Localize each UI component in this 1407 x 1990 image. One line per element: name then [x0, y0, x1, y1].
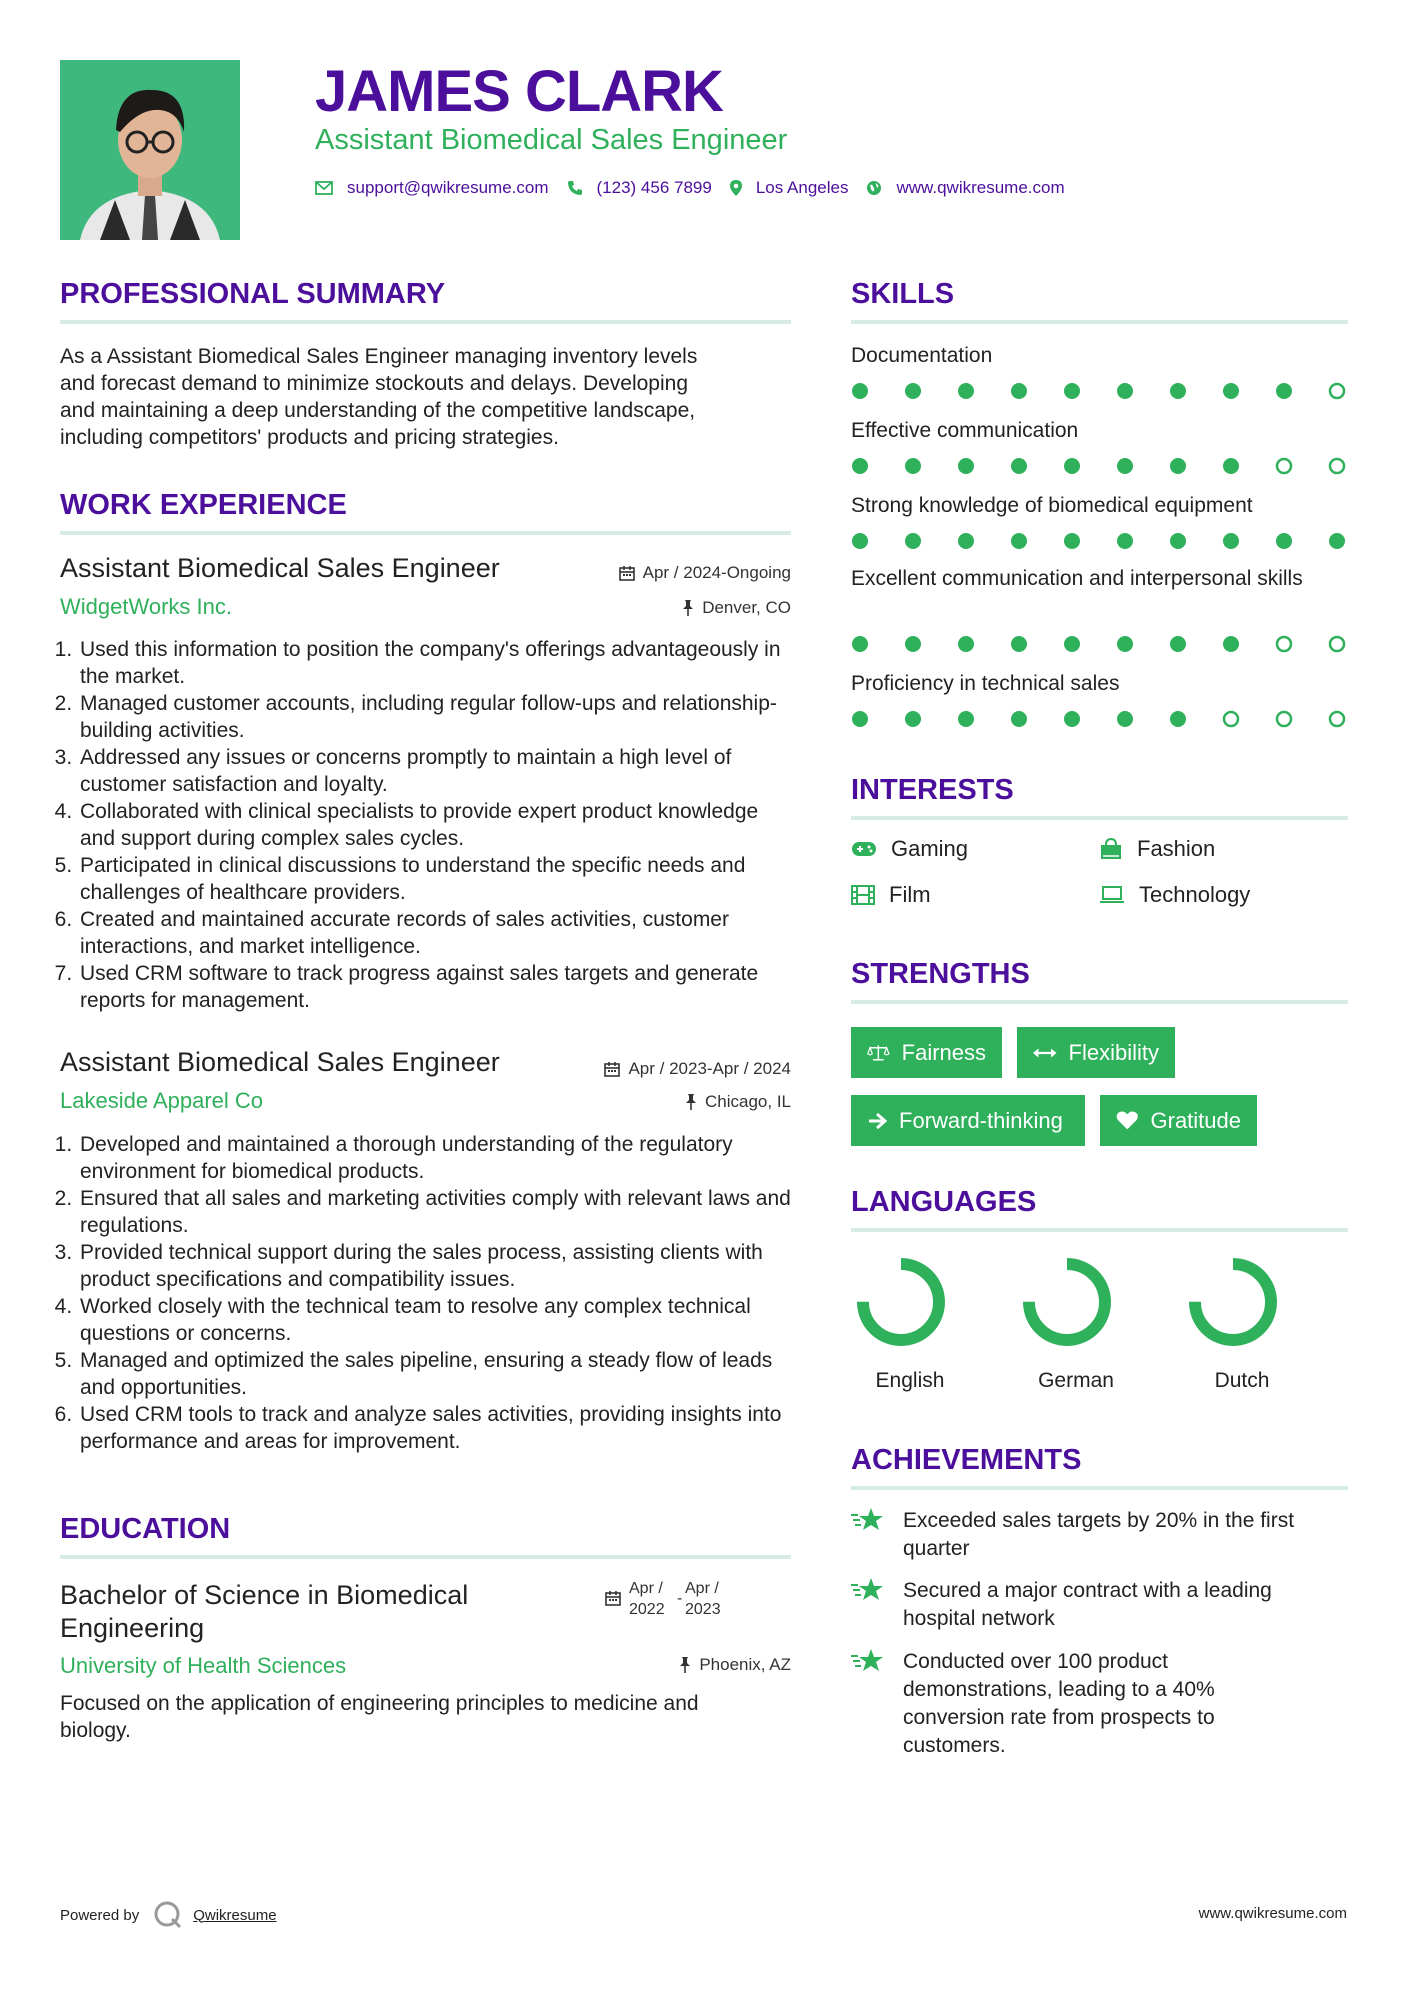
education-heading: EDUCATION [60, 1513, 231, 1545]
list-item: 2. Managed customer accounts, including regular follow-ups and relationship-building activities. [78, 690, 795, 744]
pushpin-icon [679, 1657, 691, 1673]
skill-name: Proficiency in technical sales [851, 672, 1120, 695]
interest-label: Technology [1139, 882, 1251, 907]
map-pin-icon [730, 180, 742, 196]
calendar-icon [605, 1590, 621, 1606]
skill-dot-filled [1223, 636, 1239, 652]
skill-dot-filled [1276, 533, 1292, 549]
summary-heading: PROFESSIONAL SUMMARY [60, 278, 446, 310]
skill-dot-filled [1064, 383, 1080, 399]
skill-rating [851, 381, 1348, 401]
achievement-line: hospital network [903, 1607, 1055, 1630]
start-month: Apr / [629, 1580, 663, 1597]
achievement-item [851, 1507, 1351, 1563]
skill-dot-filled [1117, 458, 1133, 474]
job-company: WidgetWorks Inc. [60, 594, 232, 619]
start-year: 2022 [629, 1601, 665, 1618]
skill-dot-filled [1223, 383, 1239, 399]
calendar-icon [619, 565, 635, 581]
interest-item [851, 836, 968, 862]
skill-rating [851, 456, 1348, 476]
job-dates [604, 1059, 791, 1079]
interest-label: Gaming [891, 836, 969, 861]
achievement-line: demonstrations, leading to a 40% [903, 1678, 1215, 1701]
list-item: 7. Used CRM software to track progress against sales targets and generate reports for management. [78, 960, 795, 1014]
interest-item [1099, 836, 1215, 862]
list-item: 4. Worked closely with the technical team to resolve any complex technical questions or concerns. [78, 1293, 795, 1347]
education-line: biology. [60, 1719, 131, 1742]
languages-heading: LANGUAGES [851, 1186, 1037, 1218]
date-separator: - [677, 1590, 683, 1607]
education-line: Focused on the application of engineering principles to medicine and [60, 1692, 699, 1715]
list-item: 5. Participated in clinical discussions to understand the specific needs and challenges of healthcare providers. [78, 852, 795, 906]
skill-dot-filled [1223, 458, 1239, 474]
list-item: 4. Collaborated with clinical specialists to provide expert product knowledge and support during complex sales cycles. [78, 798, 795, 852]
contact-email[interactable] [315, 178, 549, 198]
education-start [629, 1578, 677, 1620]
skills-divider [851, 320, 1348, 324]
summary-line: including competitors' products and pricing strategies. [60, 426, 559, 449]
skill-dot-empty [1330, 459, 1344, 473]
skill-dot-empty [1277, 712, 1291, 726]
skill-dot-filled [1117, 711, 1133, 727]
skill-dot-filled [1329, 533, 1345, 549]
achievement-item [851, 1648, 1351, 1760]
star-trophy-icon [851, 1648, 885, 1674]
interest-label: Film [889, 882, 931, 907]
skill-dot-filled [1064, 458, 1080, 474]
achievements-divider [851, 1486, 1348, 1490]
skill-dot-filled [958, 383, 974, 399]
arrow-right-icon [867, 1112, 887, 1130]
skill-dot-filled [1064, 711, 1080, 727]
strength-label: Forward-thinking [899, 1107, 1063, 1133]
list-item: 1. Developed and maintained a thorough understanding of the regulatory environment for biomedical products. [78, 1131, 795, 1185]
globe-icon [866, 180, 882, 196]
achievement-line: conversion rate from prospects to [903, 1706, 1215, 1729]
strength-chip [1100, 1095, 1257, 1146]
powered-by-text: Powered by [60, 1906, 140, 1924]
strength-label: Flexibility [1068, 1039, 1159, 1065]
skill-dot-empty [1277, 637, 1291, 651]
brand-link[interactable]: Qwikresume [193, 1906, 277, 1924]
shopping-bag-icon [1099, 838, 1123, 860]
skill-dot-empty [1224, 712, 1238, 726]
skill-dot-empty [1277, 459, 1291, 473]
experience-divider [60, 531, 791, 535]
education-location-text: Phoenix, AZ [699, 1655, 791, 1674]
job-location-text: Chicago, IL [705, 1092, 791, 1111]
heart-icon [1116, 1110, 1139, 1131]
list-item: 3. Provided technical support during the sales process, assisting clients with product specifications and compatibility issues. [78, 1239, 795, 1293]
interests-heading: INTERESTS [851, 774, 1014, 806]
education-divider [60, 1555, 791, 1559]
language-label: English [875, 1369, 945, 1392]
summary-line: and forecast demand to minimize stockouts and delays. Developing [60, 372, 689, 395]
skill-dot-filled [1170, 458, 1186, 474]
laptop-icon [1099, 886, 1125, 904]
end-month: Apr / [685, 1580, 719, 1597]
skill-dot-filled [852, 636, 868, 652]
pushpin-icon [682, 600, 694, 616]
skill-dot-filled [852, 533, 868, 549]
interest-label: Fashion [1137, 836, 1216, 861]
list-item: 2. Ensured that all sales and marketing activities comply with relevant laws and regulations. [78, 1185, 795, 1239]
website-text: www.qwikresume.com [896, 178, 1065, 197]
skill-dot-filled [905, 533, 921, 549]
achievement-line: Conducted over 100 product [903, 1650, 1169, 1673]
skill-dot-filled [1223, 533, 1239, 549]
achievement-item [851, 1577, 1351, 1633]
language-rings [851, 1252, 1351, 1352]
skill-dot-filled [852, 458, 868, 474]
footer-powered-by [60, 1900, 277, 1930]
list-item: 5. Managed and optimized the sales pipeline, ensuring a steady flow of leads and opportunities. [78, 1347, 795, 1401]
skill-dot-filled [1170, 636, 1186, 652]
list-item: 1. Used this information to position the company's offerings advantageously in the market. [78, 636, 795, 690]
skill-dot-filled [1170, 711, 1186, 727]
contact-phone[interactable] [567, 178, 712, 198]
star-trophy-icon [851, 1507, 885, 1533]
skill-dot-filled [1117, 636, 1133, 652]
summary-line: and maintaining a deep understanding of the competitive landscape, [60, 399, 696, 422]
skill-dot-empty [1330, 384, 1344, 398]
interest-item [851, 882, 931, 908]
envelope-icon [315, 181, 333, 195]
email-text: support@qwikresume.com [347, 178, 549, 197]
skills-heading: SKILLS [851, 278, 955, 310]
job-dates-text: Apr / 2024-Ongoing [642, 563, 791, 582]
strengths-heading: STRENGTHS [851, 958, 1030, 990]
skill-dot-filled [1170, 383, 1186, 399]
skill-dot-filled [852, 383, 868, 399]
achievement-line: Exceeded sales targets by 20% in the first [903, 1509, 1295, 1532]
job-title: Assistant Biomedical Sales Engineer [60, 1047, 500, 1077]
strength-chip [851, 1095, 1085, 1146]
languages-divider [851, 1228, 1348, 1232]
skill-dot-filled [1011, 533, 1027, 549]
list-item: 6. Created and maintained accurate records of sales activities, customer interactions, and market intelligence. [78, 906, 795, 960]
interests-divider [851, 816, 1348, 820]
skill-dot-filled [958, 636, 974, 652]
skill-dot-filled [1117, 533, 1133, 549]
skill-rating [851, 531, 1348, 551]
language-label: Dutch [1214, 1369, 1270, 1392]
skill-name: Effective communication [851, 419, 1079, 442]
skill-dot-filled [958, 711, 974, 727]
job-dates-text: Apr / 2023-Apr / 2024 [628, 1059, 791, 1078]
job-location [685, 1092, 791, 1112]
skill-dot-filled [1117, 383, 1133, 399]
education-description [60, 1690, 800, 1744]
skill-dot-filled [1170, 533, 1186, 549]
degree-line: Bachelor of Science in Biomedical [60, 1580, 469, 1610]
profile-photo [60, 60, 240, 240]
list-item: 6. Used CRM tools to track and analyze sales activities, providing insights into performance and areas for improvement. [78, 1401, 795, 1455]
degree-title [60, 1579, 468, 1645]
strength-chip [851, 1027, 1002, 1078]
job-location [682, 598, 791, 618]
star-trophy-icon [851, 1577, 885, 1603]
summary-line: As a Assistant Biomedical Sales Engineer managing inventory levels [60, 345, 698, 368]
skill-rating [851, 634, 1348, 654]
skill-dot-filled [958, 458, 974, 474]
pushpin-icon [685, 1094, 697, 1110]
job-company: Lakeside Apparel Co [60, 1088, 264, 1113]
skill-dot-empty [1330, 637, 1344, 651]
skill-name: Strong knowledge of biomedical equipment [851, 494, 1253, 517]
list-item: 3. Addressed any issues or concerns promptly to maintain a high level of customer satisfaction and loyalty. [78, 744, 795, 798]
skill-name: Documentation [851, 344, 993, 367]
skill-rating [851, 709, 1348, 729]
skill-dot-filled [1011, 383, 1027, 399]
achievement-line: quarter [903, 1537, 970, 1560]
job-duties-list [60, 636, 795, 1014]
footer-url[interactable]: www.qwikresume.com [1198, 1905, 1347, 1922]
calendar-icon [604, 1061, 620, 1077]
education-location [679, 1655, 791, 1675]
strengths-divider [851, 1000, 1348, 1004]
skill-dot-filled [1064, 533, 1080, 549]
skill-dot-filled [1276, 383, 1292, 399]
skill-dot-filled [1011, 636, 1027, 652]
skill-dot-filled [1011, 458, 1027, 474]
strength-label: Gratitude [1150, 1107, 1241, 1133]
skill-dot-filled [905, 711, 921, 727]
qwikresume-logo-icon [153, 1900, 183, 1930]
end-year: 2023 [685, 1601, 721, 1618]
scale-icon [867, 1041, 890, 1065]
skill-dot-filled [905, 458, 921, 474]
language-label: German [1038, 1369, 1114, 1392]
location-text: Los Angeles [755, 178, 849, 197]
skill-dot-filled [958, 533, 974, 549]
contact-location [730, 178, 849, 198]
skill-dot-filled [1011, 711, 1027, 727]
skill-dot-filled [905, 383, 921, 399]
interest-item [1099, 882, 1250, 908]
job-title: Assistant Biomedical Sales Engineer [60, 553, 500, 583]
achievements-heading: ACHIEVEMENTS [851, 1444, 1082, 1476]
candidate-title: Assistant Biomedical Sales Engineer [315, 124, 788, 156]
achievement-line: Secured a major contract with a leading [903, 1579, 1272, 1602]
experience-heading: WORK EXPERIENCE [60, 489, 347, 521]
skill-name: Excellent communication and interpersonal skills [851, 567, 1303, 590]
summary-text [60, 343, 800, 451]
arrows-horizontal-icon [1033, 1046, 1057, 1060]
gamepad-icon [851, 840, 877, 858]
phone-text: (123) 456 7899 [596, 178, 712, 197]
job-duties-list [60, 1131, 795, 1455]
education-dates [605, 1578, 735, 1620]
school-name: University of Health Sciences [60, 1653, 347, 1678]
achievement-line: customers. [903, 1734, 1006, 1757]
job-dates [619, 563, 791, 583]
job-location-text: Denver, CO [702, 598, 791, 617]
degree-line: Engineering [60, 1613, 205, 1643]
strength-label: Fairness [901, 1039, 986, 1065]
phone-icon [567, 180, 583, 196]
education-end [685, 1578, 735, 1620]
skill-dot-filled [905, 636, 921, 652]
skill-dot-filled [1064, 636, 1080, 652]
contact-bar [315, 178, 1083, 198]
contact-website[interactable] [866, 178, 1064, 198]
skill-dot-filled [852, 711, 868, 727]
summary-divider [60, 320, 791, 324]
strength-chip [1017, 1027, 1175, 1078]
skill-dot-empty [1330, 712, 1344, 726]
candidate-name: JAMES CLARK [315, 59, 723, 124]
film-icon [851, 885, 875, 905]
